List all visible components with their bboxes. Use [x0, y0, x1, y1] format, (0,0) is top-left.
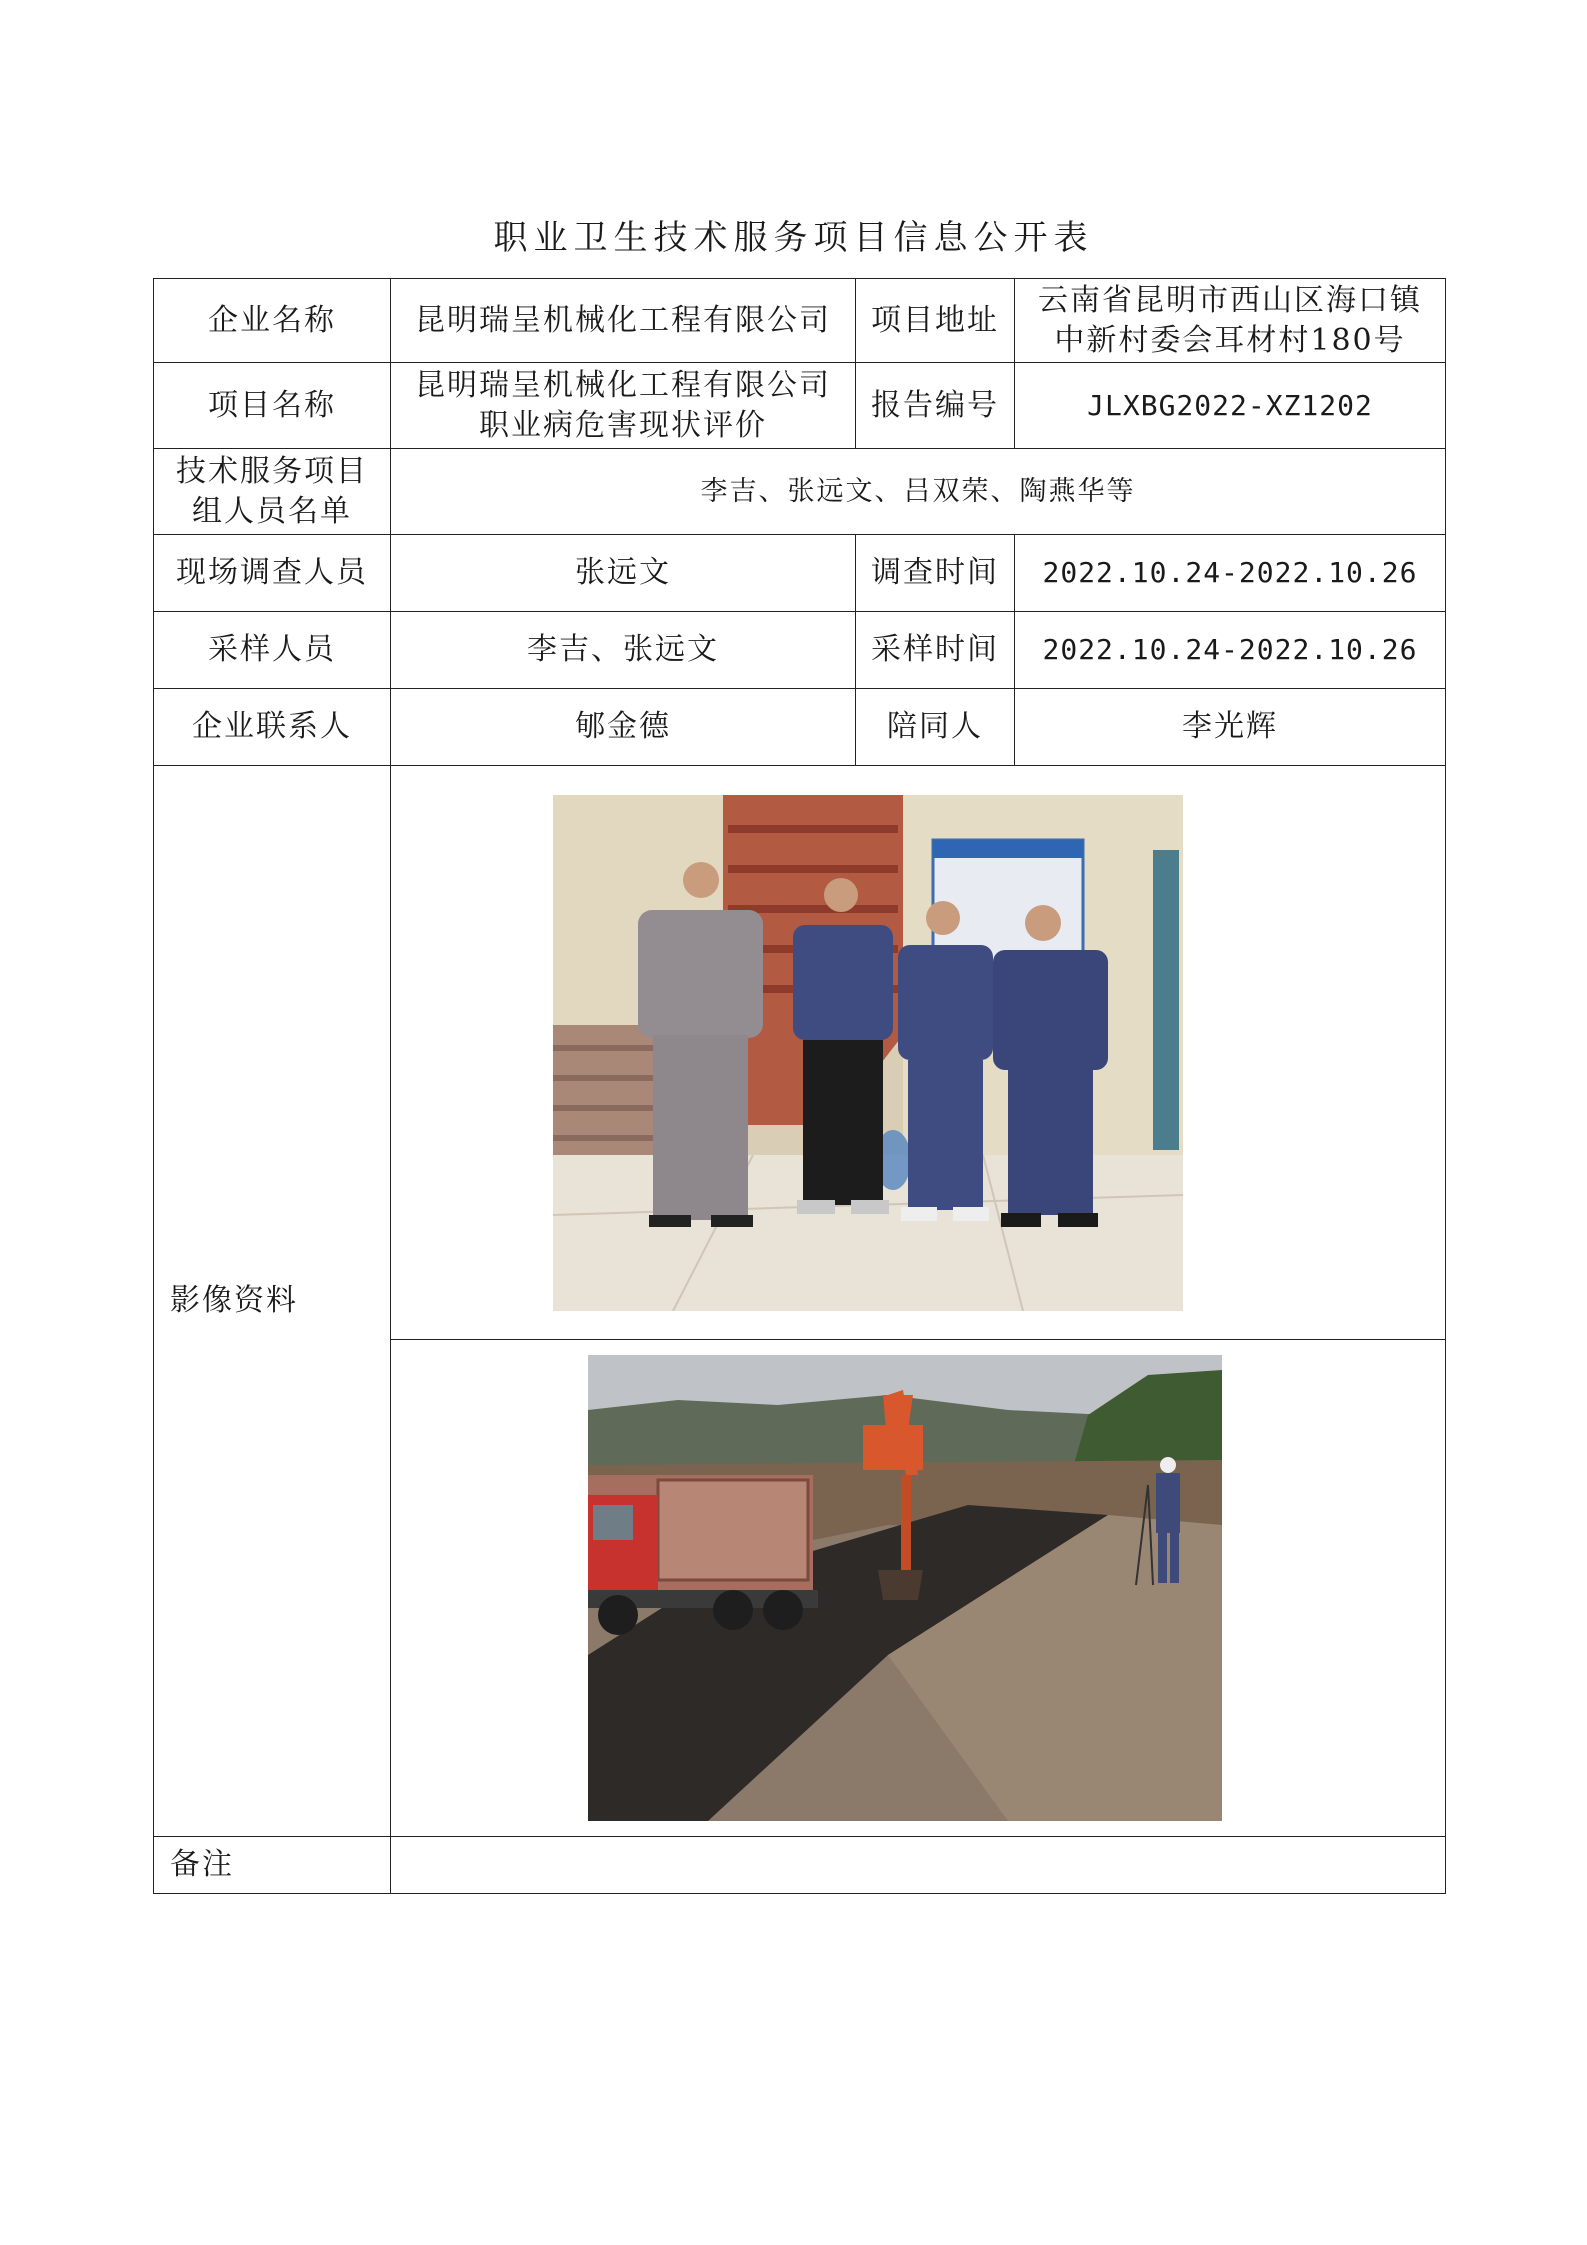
- person-1: [638, 862, 763, 1227]
- team-members-label-line1: 技术服务项目: [176, 453, 368, 489]
- photo-cell-2: [391, 1340, 1446, 1837]
- person-3: [898, 901, 993, 1221]
- row-contact: [154, 689, 1446, 766]
- investigation-time-value: 2022.10.24-2022.10.26: [1015, 535, 1446, 612]
- images-label: 影像资料: [154, 766, 391, 1837]
- person-4: [993, 905, 1108, 1227]
- companion-value: 李光辉: [1015, 689, 1446, 766]
- company-contact-label: 企业联系人: [154, 689, 391, 766]
- team-photo: [553, 795, 1183, 1311]
- sampling-staff-value: 李吉、张远文: [391, 612, 856, 689]
- project-address-label: 项目地址: [856, 279, 1015, 363]
- info-table: [153, 278, 1446, 1894]
- row-image-1: [154, 766, 1446, 1340]
- site-photo: [588, 1355, 1222, 1821]
- person-2: [793, 878, 893, 1214]
- row-sampling: [154, 612, 1446, 689]
- company-contact-value: 郇金德: [391, 689, 856, 766]
- companion-label: 陪同人: [856, 689, 1015, 766]
- project-address-value: [1015, 279, 1446, 363]
- project-address-line1: 云南省昆明市西山区海口镇: [1038, 282, 1422, 318]
- site-investigator-label: 现场调查人员: [154, 535, 391, 612]
- sampling-time-value: 2022.10.24-2022.10.26: [1015, 612, 1446, 689]
- row-investigation: [154, 535, 1446, 612]
- project-name-line2: 职业病危害现状评价: [479, 407, 767, 443]
- report-number-label: 报告编号: [856, 363, 1015, 449]
- row-team: [154, 449, 1446, 535]
- team-members-value: 李吉、张远文、吕双荣、陶燕华等: [391, 449, 1446, 535]
- team-members-label: [154, 449, 391, 535]
- remarks-label: 备注: [154, 1837, 391, 1894]
- sampling-staff-label: 采样人员: [154, 612, 391, 689]
- report-number-value: JLXBG2022-XZ1202: [1015, 363, 1446, 449]
- team-members-label-line2: 组人员名单: [192, 493, 352, 529]
- row-project: [154, 363, 1446, 449]
- company-name-value: 昆明瑞呈机械化工程有限公司: [391, 279, 856, 363]
- investigation-time-label: 调查时间: [856, 535, 1015, 612]
- project-name-value: [391, 363, 856, 449]
- row-remarks: [154, 1837, 1446, 1894]
- company-name-label: 企业名称: [154, 279, 391, 363]
- photo-cell-1: [391, 766, 1446, 1340]
- project-name-label: 项目名称: [154, 363, 391, 449]
- site-investigator-value: 张远文: [391, 535, 856, 612]
- project-name-line1: 昆明瑞呈机械化工程有限公司: [415, 367, 831, 403]
- sampling-time-label: 采样时间: [856, 612, 1015, 689]
- project-address-line2: 中新村委会耳材村180号: [1054, 322, 1406, 358]
- remarks-value: [391, 1837, 1446, 1894]
- page-title: 职业卫生技术服务项目信息公开表: [493, 218, 1094, 258]
- row-company: [154, 279, 1446, 363]
